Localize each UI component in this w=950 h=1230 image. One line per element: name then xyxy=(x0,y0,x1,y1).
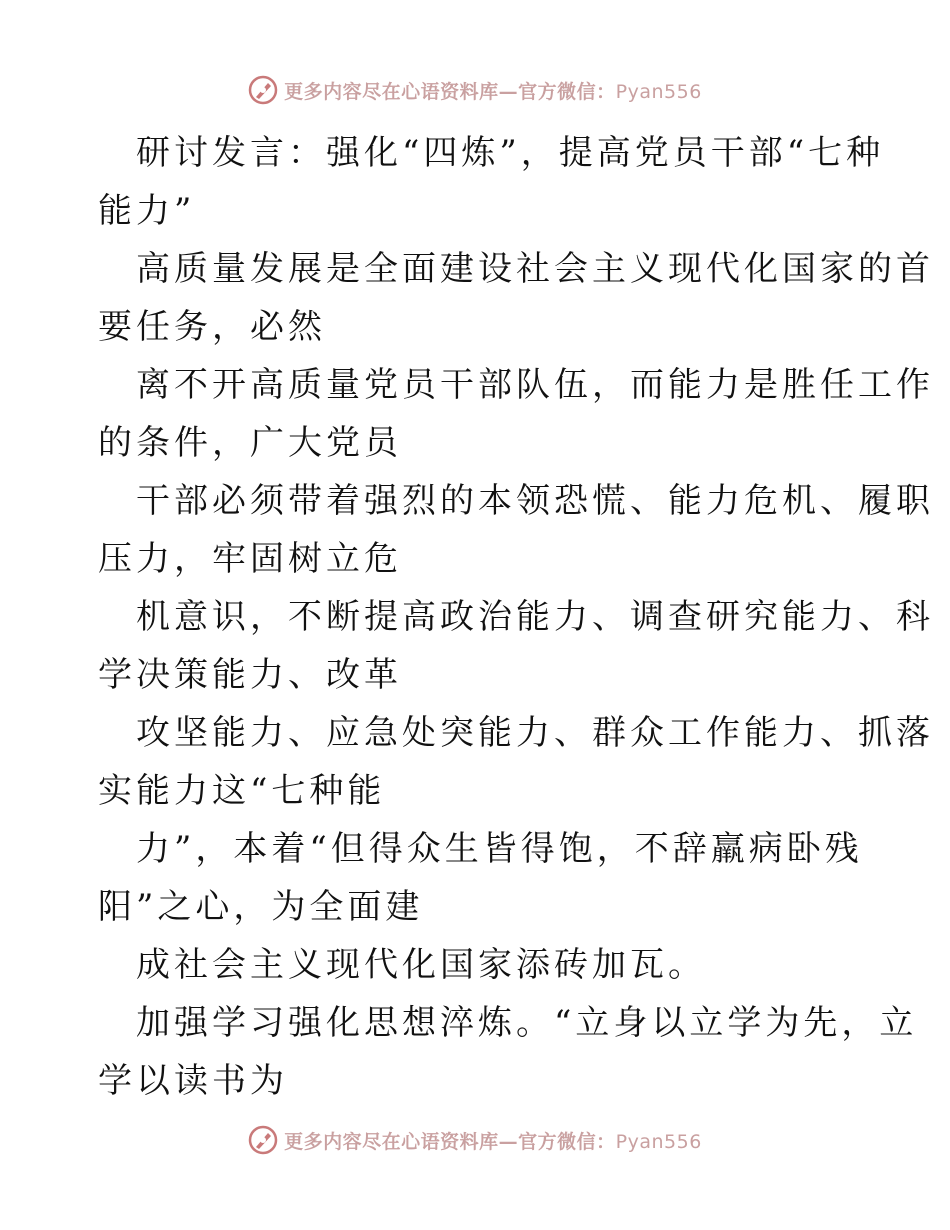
text-line: 高质量发展是全面建设社会主义现代化国家的首 xyxy=(136,249,934,289)
text-line: 要任务，必然 xyxy=(98,307,326,347)
text-line: 的条件，广大党员 xyxy=(98,423,402,463)
text-line: 能力” xyxy=(98,191,196,231)
text-line: 研讨发言：强化“四炼”，提高党员干部“七种 xyxy=(136,133,885,173)
text-line: 实能力这“七种能 xyxy=(98,771,386,811)
banner-text: 更多内容尽在心语资料库—官方微信：Pyan556 xyxy=(284,80,702,103)
pen-nib-logo-icon xyxy=(248,1125,278,1155)
wechat-id: Pyan556 xyxy=(615,80,702,103)
text-line: 阳”之心，为全面建 xyxy=(98,887,424,927)
text-line: 离不开高质量党员干部队伍，而能力是胜任工作 xyxy=(136,365,934,405)
text-line: 机意识，不断提高政治能力、调查研究能力、科 xyxy=(136,597,934,637)
text-line: 加强学习强化思想淬炼。“立身以立学为先，立 xyxy=(136,1003,918,1043)
pen-nib-logo-icon xyxy=(248,75,278,105)
text-line: 学以读书为 xyxy=(98,1061,288,1101)
text-line: 力”，本着“但得众生皆得饱，不辞羸病卧残 xyxy=(136,829,863,869)
banner-text: 更多内容尽在心语资料库—官方微信：Pyan556 xyxy=(284,1130,702,1153)
text-line: 压力，牢固树立危 xyxy=(98,539,402,579)
text-line: 成社会主义现代化国家添砖加瓦。 xyxy=(136,945,706,985)
footer-watermark-banner xyxy=(0,1120,950,1160)
header-watermark-banner xyxy=(0,70,950,110)
text-line: 干部必须带着强烈的本领恐慌、能力危机、履职 xyxy=(136,481,934,521)
text-line: 学决策能力、改革 xyxy=(98,655,402,695)
document-body xyxy=(98,124,934,1110)
wechat-id: Pyan556 xyxy=(615,1130,702,1153)
text-line: 攻坚能力、应急处突能力、群众工作能力、抓落 xyxy=(136,713,934,753)
